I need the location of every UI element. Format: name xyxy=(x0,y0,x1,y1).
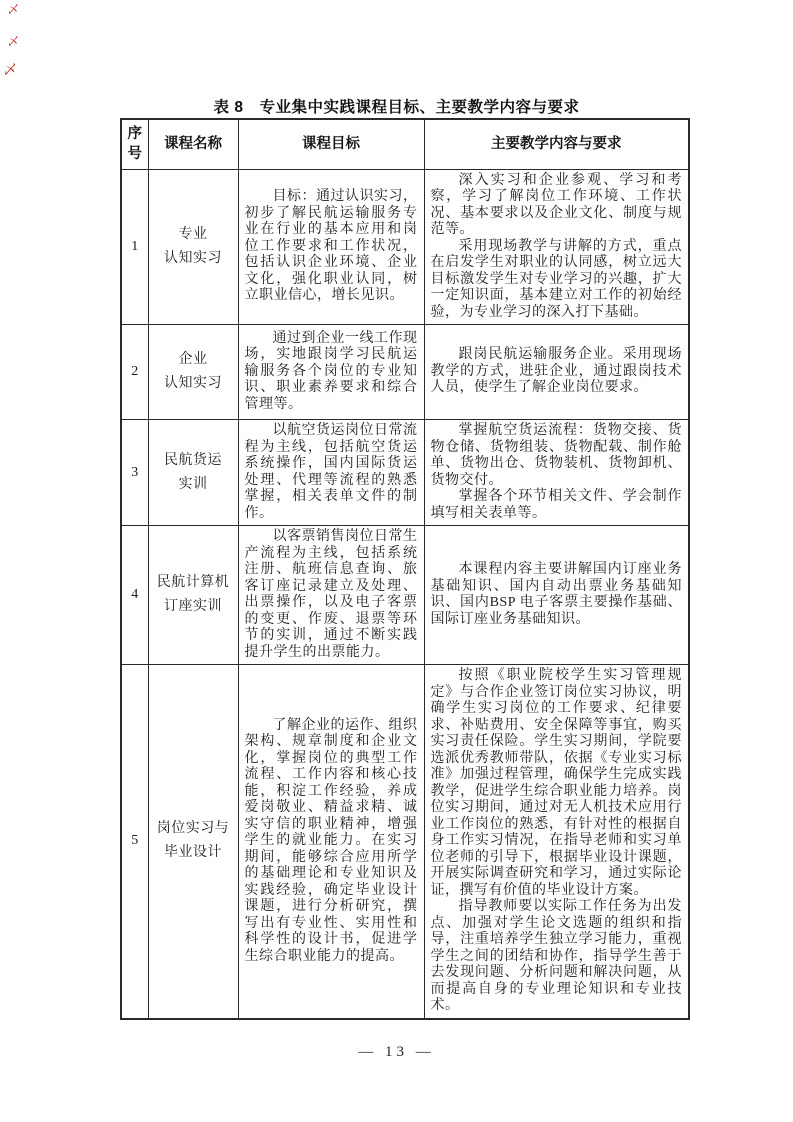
course-name-line: 企业 xyxy=(178,352,208,367)
row-number: 2 xyxy=(121,325,148,420)
course-table xyxy=(120,118,690,1020)
objective-paragraph: 目标：通过认识实习，初步了解民航运输服务专业在行业的基本应用和岗位工作要求和工作状况，包括认识企业环境、企业文化，强化职业认同，树立职业信心，增长见识。 xyxy=(244,189,418,303)
course-objective xyxy=(238,325,424,420)
content-paragraph: 指导教师要以实际工作任务为出发点、加强对学生论文选题的组织和指导，注重培养学生独立学习能力，重视学生之间的团结和协作，指导学生善于去发现问题、分析问题和解决问题，从而提高自身的专业理论知识和专业技术。 xyxy=(430,899,682,1013)
teaching-content xyxy=(424,526,689,665)
course-objective xyxy=(238,665,424,1019)
content-paragraph: 跟岗民航运输服务企业。采用现场教学的方式，进驻企业，通过跟岗技术人员，使学生了解企业岗位要求。 xyxy=(430,347,682,396)
header-cell-course: 课程名称 xyxy=(148,119,238,169)
objective-paragraph: 了解企业的运作、组织架构、规章制度和企业文化，掌握岗位的典型工作流程、工作内容和核心技能，积淀工作经验，养成爱岗敬业、精益求精、诚实守信的职业精神，增强学生的就业能力。在实习期间，能够综合应用所学的基础理论和专业知识及实践经验，确定毕业设计课题，进行分析研究，撰写出有专业性、实用性和科学性的设计书，促进学生综合职业能力的提高。 xyxy=(244,717,418,964)
course-name-line: 专业 xyxy=(178,226,208,242)
header-cell-no: 序号 xyxy=(121,119,148,169)
course-name-line: 认知实习 xyxy=(164,376,222,391)
course-name-line: 民航货运 xyxy=(164,452,222,468)
course-name-line: 民航计算机 xyxy=(156,575,230,590)
red-annotation-mark: 乄 xyxy=(8,4,19,16)
course-name xyxy=(148,526,238,665)
table-row xyxy=(121,665,689,1019)
course-name-line: 岗位实习与 xyxy=(156,821,230,837)
row-number: 5 xyxy=(121,665,148,1019)
course-objective xyxy=(238,420,424,526)
course-name xyxy=(148,420,238,526)
content-paragraph: 采用现场教学与讲解的方式，重点在启发学生对职业的认同感，树立远大目标激发学生对专业学习的兴趣，扩大一定知识面，基本建立对工作的初始经验，为专业学习的深入打下基础。 xyxy=(430,238,682,320)
header-cell-objective: 课程目标 xyxy=(238,119,424,169)
course-name-line: 订座实训 xyxy=(164,599,222,614)
teaching-content xyxy=(424,169,689,325)
content-paragraph: 本课程内容主要讲解国内订座业务基础知识、国内自动出票业务基础知识、国内BSP 电子客票主要操作基础、国际订座业务基础知识。 xyxy=(430,562,682,627)
teaching-content xyxy=(424,665,689,1019)
page-number: — 13 — xyxy=(358,1044,435,1060)
table-row xyxy=(121,325,689,420)
content-paragraph: 深入实习和企业参观、学习和考察，学习了解岗位工作环境、工作状况、基本要求以及企业文化、制度与规范等。 xyxy=(430,172,682,237)
row-number: 3 xyxy=(121,420,148,526)
red-annotation-mark: 乄 xyxy=(8,36,19,48)
header-cell-content: 主要教学内容与要求 xyxy=(424,119,689,169)
course-name-line: 毕业设计 xyxy=(164,845,222,861)
teaching-content xyxy=(424,325,689,420)
objective-paragraph: 通过到企业一线工作现场，实地跟岗学习民航运输服务各个岗位的专业知识、职业素养要求和综合管理等。 xyxy=(244,330,418,412)
course-name-line: 认知实习 xyxy=(164,250,222,266)
course-name xyxy=(148,169,238,325)
objective-paragraph: 以客票销售岗位日常生产流程为主线，包括系统注册、航班信息查询、旅客订座记录建立及处理、出票操作，以及电子客票的变更、作废、退票等环节的实训，通过不断实践提升学生的出票能力。 xyxy=(244,529,418,660)
table-row xyxy=(121,169,689,325)
course-name-line: 实训 xyxy=(178,476,208,492)
table-header-row xyxy=(121,119,689,169)
course-objective xyxy=(238,526,424,665)
row-number: 4 xyxy=(121,526,148,665)
course-name xyxy=(148,665,238,1019)
content-paragraph: 掌握各个环节相关文件、学会制作填写相关表单等。 xyxy=(430,489,682,521)
table-row xyxy=(121,526,689,665)
objective-paragraph: 以航空货运岗位日常流程为主线，包括航空货运系统操作，国内国际货运处理、代理等流程的熟悉掌握，相关表单文件的制作。 xyxy=(244,423,418,521)
course-objective xyxy=(238,169,424,325)
table-title: 表 8 专业集中实践课程目标、主要教学内容与要求 xyxy=(213,99,580,116)
content-paragraph: 掌握航空货运流程：货物交接、货物仓储、货物组装、货物配载、制作舱单、货物出仓、货物装机、货物卸机、货物交付。 xyxy=(430,423,682,488)
row-number: 1 xyxy=(121,169,148,325)
table-row xyxy=(121,420,689,526)
content-paragraph: 按照《职业院校学生实习管理规定》与合作企业签订岗位实习协议，明确学生实习岗位的工作要求、纪律要求、补贴费用、安全保障等事宜，购买实习责任保险。学生实习期间，学院要选派优秀教师带队，依据《专业实习标准》加强过程管理，确保学生完成实践教学，促进学生综合职业能力培养。岗位实习期间，通过对无人机技术应用行业工作岗位的熟悉，有针对性的根据自身工作实习情况，在指导老师和实习单位老师的引导下，根据毕业设计课题，开展实际调查研究和学习，通过实际论证，撰写有价值的毕业设计方案。 xyxy=(430,668,682,898)
red-annotation-mark: 乄 xyxy=(4,62,18,77)
teaching-content xyxy=(424,420,689,526)
course-name xyxy=(148,325,238,420)
